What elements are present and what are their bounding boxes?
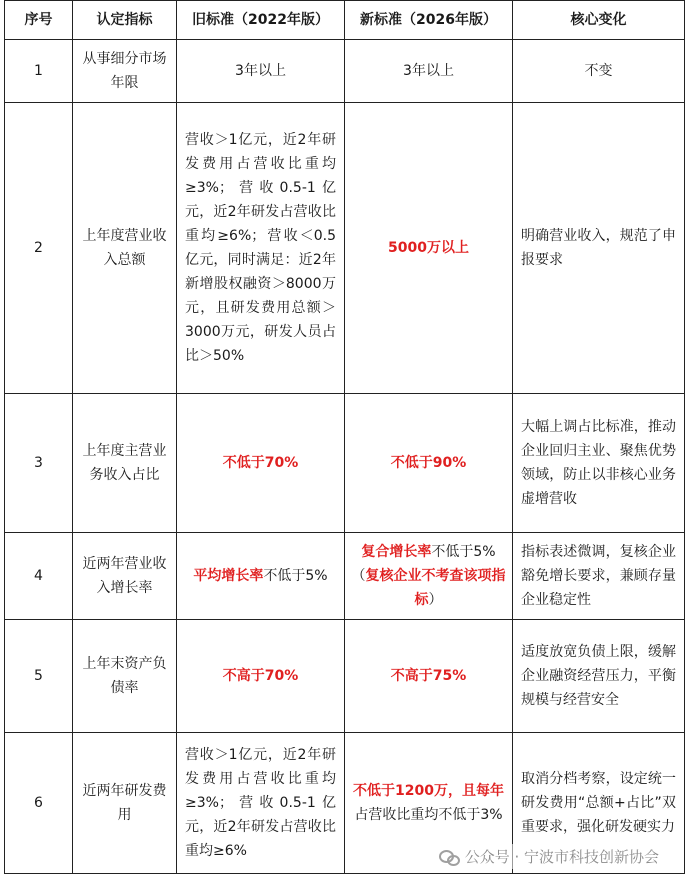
row-no: 1 — [5, 40, 73, 103]
row-no: 3 — [5, 394, 73, 533]
row-no: 2 — [5, 103, 73, 394]
plain-text: ） — [428, 592, 443, 608]
highlight-text: 平均增长率 — [193, 568, 264, 584]
row-old-standard: 营收＞1亿元，近2年研发费用占营收比重均≥3%；营收0.5-1亿元，近2年研发占营收比重均≥6% — [177, 733, 345, 874]
row-old-standard — [177, 620, 345, 733]
table-row — [5, 620, 685, 733]
row-new-standard — [345, 394, 513, 533]
header-core-change: 核心变化 — [513, 1, 685, 40]
table-row — [5, 394, 685, 533]
highlight-text: 不低于90% — [390, 455, 467, 471]
plain-text: 占营收比重均不低于3% — [354, 807, 503, 823]
row-no: 6 — [5, 733, 73, 874]
watermark-text: 公众号 · 宁波市科技创新协会 — [464, 848, 659, 866]
table-header-row — [5, 1, 685, 40]
row-indicator: 上年度营业收入总额 — [73, 103, 177, 394]
highlight-text: 复合增长率 — [361, 544, 432, 560]
highlight-text: 复核企业不考查该项指标 — [365, 568, 506, 608]
row-indicator: 上年度主营业务收入占比 — [73, 394, 177, 533]
row-core-change: 明确营业收入，规范了申报要求 — [513, 103, 685, 394]
table-row — [5, 103, 685, 394]
row-old-standard — [177, 394, 345, 533]
row-old-standard: 3年以上 — [177, 40, 345, 103]
header-old-standard: 旧标准（2022年版） — [177, 1, 345, 40]
highlight-text: 不高于70% — [222, 668, 299, 684]
row-indicator: 从事细分市场年限 — [73, 40, 177, 103]
row-old-standard: 营收＞1亿元，近2年研发费用占营收比重均≥3%；营收0.5-1亿元，近2年研发占营收比重均≥6%；营收＜0.5亿元，同时满足：近2年新增股权融资＞8000万元，且研发费用总额＞3000万元，研发人员占比＞50% — [177, 103, 345, 394]
plain-text: 不低于5%（ — [351, 544, 496, 584]
header-new-standard: 新标准（2026年版） — [345, 1, 513, 40]
wechat-icon — [439, 849, 459, 865]
row-core-change: 取消分档考察，设定统一研发费用“总额+占比”双重要求，强化研发硬实力 — [513, 733, 685, 874]
plain-text: 不低于5% — [263, 568, 328, 584]
row-no: 4 — [5, 533, 73, 620]
highlight-text: 不低于1200万，且每年 — [353, 783, 504, 799]
row-indicator: 近两年营业收入增长率 — [73, 533, 177, 620]
row-new-standard: 3年以上 — [345, 40, 513, 103]
header-no: 序号 — [5, 1, 73, 40]
header-indicator: 认定指标 — [73, 1, 177, 40]
table-row — [5, 533, 685, 620]
row-new-standard — [345, 533, 513, 620]
standards-comparison-table — [4, 0, 685, 874]
row-no: 5 — [5, 620, 73, 733]
row-old-standard — [177, 533, 345, 620]
row-core-change: 指标表述微调，复核企业豁免增长要求，兼顾存量企业稳定性 — [513, 533, 685, 620]
row-indicator: 近两年研发费用 — [73, 733, 177, 874]
row-new-standard — [345, 103, 513, 394]
highlight-text: 不低于70% — [222, 455, 299, 471]
highlight-text: 不高于75% — [390, 668, 467, 684]
table-row — [5, 40, 685, 103]
row-core-change: 适度放宽负债上限，缓解企业融资经营压力，平衡规模与经营安全 — [513, 620, 685, 733]
highlight-text: 5000万以上 — [388, 240, 469, 256]
row-new-standard — [345, 620, 513, 733]
row-core-change: 不变 — [513, 40, 685, 103]
row-indicator: 上年末资产负债率 — [73, 620, 177, 733]
wechat-watermark — [435, 844, 663, 869]
row-core-change: 大幅上调占比标准，推动企业回归主业、聚焦优势领域，防止以非核心业务虚增营收 — [513, 394, 685, 533]
